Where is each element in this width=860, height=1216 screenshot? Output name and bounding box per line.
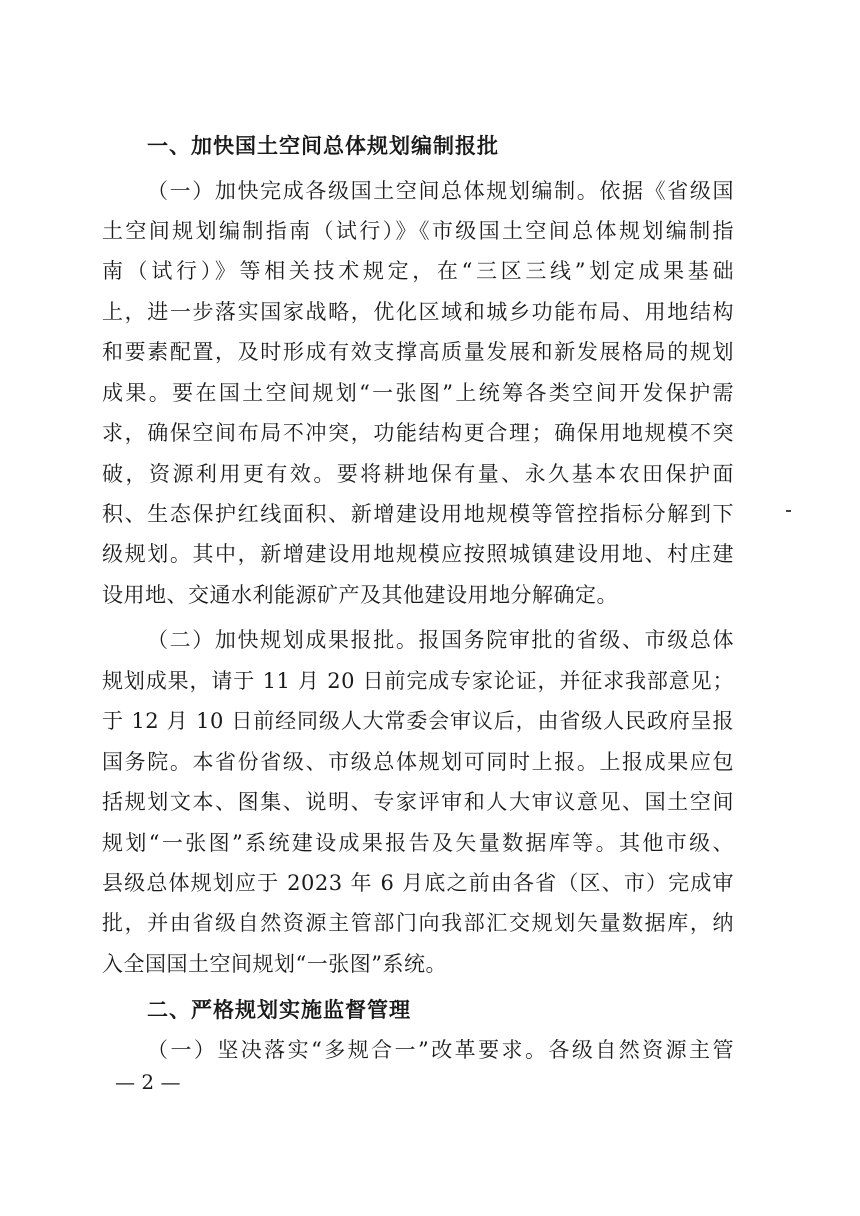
para1-line-6: 成果。要在国土空间规划“一张图”上统筹各类空间开发保护需: [102, 381, 734, 405]
para2-line-4: 国务院。本省份省级、市级总体规划可同时上报。上报成果应包: [102, 750, 734, 774]
para1-line-4: 上，进一步落实国家战略，优化区域和城乡功能布局、用地结构: [102, 300, 734, 324]
para2-line-9: 入全国国土空间规划“一张图”系统。: [102, 952, 447, 976]
section-heading-2: 二、严格规划实施监督管理: [147, 998, 411, 1022]
para1-line-9: 积、生态保护红线面积、新增建设用地规模等管控指标分解到下: [102, 502, 734, 526]
para1-line-11: 设用地、交通水利能源矿产及其他建设用地分解确定。: [102, 583, 618, 607]
para2-line-2: 规划成果，请于 11 月 20 日前完成专家论证，并征求我部意见；: [102, 669, 734, 693]
scan-mark: [786, 510, 791, 512]
para1-line-5: 和要素配置，及时形成有效支撑高质量发展和新发展格局的规划: [102, 340, 734, 364]
para2-line-8: 批，并由省级自然资源主管部门向我部汇交规划矢量数据库，纳: [102, 911, 734, 935]
para1-line-8: 破，资源利用更有效。要将耕地保有量、永久基本农田保护面: [102, 462, 734, 486]
para2-line-3: 于 12 月 10 日前经同级人大常委会审议后，由省级人民政府呈报: [102, 709, 734, 733]
para1-line-7: 求，确保空间布局不冲突，功能结构更合理；确保用地规模不突: [102, 421, 734, 445]
para2-line-7: 县级总体规划应于 2023 年 6 月底之前由各省（区、市）完成审: [102, 871, 734, 895]
para2-line-5: 括规划文本、图集、说明、专家评审和人大审议意见、国土空间: [102, 790, 734, 814]
para1-line-2: 土空间规划编制指南（试行）》《市级国土空间总体规划编制指: [102, 219, 734, 243]
para2-line-1: （二）加快规划成果报批。报国务院审批的省级、市级总体: [147, 628, 734, 652]
para1-line-1: （一）加快完成各级国土空间总体规划编制。依据《省级国: [147, 179, 734, 203]
para3-line-1: （一）坚决落实“多规合一”改革要求。各级自然资源主管: [147, 1038, 734, 1062]
para1-line-10: 级规划。其中，新增建设用地规模应按照城镇建设用地、村庄建: [102, 542, 734, 566]
para1-line-3: 南（试行）》等相关技术规定，在“三区三线”划定成果基础: [102, 259, 734, 283]
para2-line-6: 规划“一张图”系统建设成果报告及矢量数据库等。其他市级、: [102, 831, 734, 855]
section-heading-1: 一、加快国土空间总体规划编制报批: [147, 134, 499, 158]
page-number: — 2 —: [115, 1070, 181, 1094]
